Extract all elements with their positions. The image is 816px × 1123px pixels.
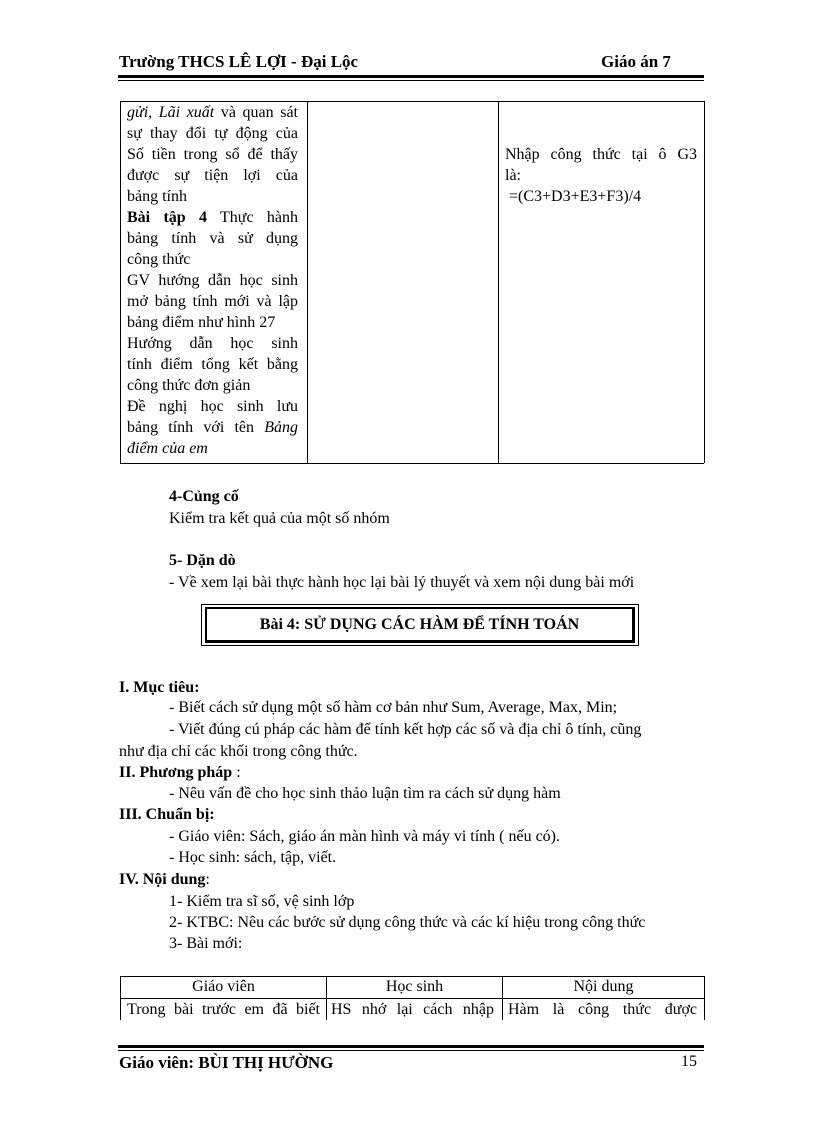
footer-rule-thick	[118, 1045, 704, 1048]
table1-line: công thức	[127, 251, 191, 268]
table1-line: Hướng dẫn học sinh	[127, 335, 298, 352]
section4-title: 4-Củng cố	[169, 488, 239, 505]
chuan-bi-1: - Giáo viên: Sách, giáo án màn hình và máy vi tính ( nếu có).	[169, 828, 561, 845]
phuong-phap-1: - Nêu vấn đề cho học sinh thảo luận tìm ra cách sử dụng hàm	[169, 785, 561, 802]
noi-dung-3: 3- Bài mới:	[169, 935, 243, 952]
table2-cell: HS nhớ lại cách nhập	[331, 1001, 494, 1018]
footer-rule-thin	[118, 1050, 704, 1051]
table1-line: tính điểm tổng kết bằng	[127, 356, 298, 373]
section5-title: 5- Dặn dò	[169, 552, 236, 569]
header-rule-thin	[118, 80, 704, 81]
table1-line: Đề nghị học sinh lưu	[127, 398, 298, 415]
school-name: Trường THCS LÊ LỢI - Đại Lộc	[119, 52, 359, 71]
table1-col1-cell	[127, 102, 298, 459]
chuan-bi-2: - Học sinh: sách, tập, viết.	[169, 849, 337, 866]
table1-line: Nhập công thức tại ô G3	[505, 146, 697, 163]
muc-tieu-2b: như địa chỉ các khối trong công thức.	[119, 743, 358, 760]
table1-line: mở bảng tính mới và lập	[127, 293, 298, 310]
lesson-title: Bài 4: SỬ DỤNG CÁC HÀM ĐỂ TÍNH TOÁN	[205, 607, 635, 643]
heading-noi-dung: IV. Nội dung:	[119, 871, 210, 888]
table2-cell: Trong bài trước em đã biết	[127, 1001, 320, 1018]
section4-text: Kiểm tra kết quả của một số nhóm	[169, 510, 390, 527]
table1-line: gửi, Lãi xuất và quan sát	[127, 104, 298, 121]
page-number: 15	[681, 1053, 697, 1070]
table1-line: GV hướng dẫn học sinh	[127, 272, 298, 289]
heading-phuong-phap: II. Phương pháp :	[119, 764, 241, 781]
table1-line: bảng tính và sử dụng	[127, 230, 298, 247]
table1-line: bảng điểm như hình 27	[127, 314, 276, 331]
table1-line: là:	[505, 167, 521, 184]
muc-tieu-1: - Biết cách sử dụng một số hàm cơ bản như Sum, Average, Max, Min;	[169, 699, 618, 716]
table1-line: Số tiền trong sổ để thấy	[127, 146, 298, 163]
subject-label: Giáo án 7	[601, 52, 671, 71]
table2-header-hoc-sinh: Học sinh	[385, 978, 444, 995]
table1-line: được sự tiện lợi của	[127, 167, 298, 184]
table2-header-giao-vien: Giáo viên	[192, 978, 255, 995]
table1-line: sự thay đổi tự động của	[127, 125, 298, 142]
section5-text: - Về xem lại bài thực hành học lại bài lý thuyết và xem nội dung bài mới	[169, 574, 635, 591]
table2-cell: Hàm là công thức được	[508, 1001, 697, 1018]
heading-muc-tieu: I. Mục tiêu:	[119, 679, 200, 696]
table1-line: Bài tập 4 Thực hành	[127, 209, 299, 226]
table1-col3-cell	[505, 144, 697, 207]
table1-line: công thức đơn giản	[127, 377, 251, 394]
noi-dung-1: 1- Kiểm tra sĩ số, vệ sinh lớp	[169, 893, 355, 910]
header-rule-thick	[118, 75, 704, 78]
table1-line: bảng tính với tên Bảng	[127, 419, 298, 436]
heading-chuan-bi: III. Chuẩn bị:	[119, 806, 215, 823]
table1-line: điểm của em	[127, 440, 208, 457]
table1-line: bảng tính	[127, 188, 187, 205]
footer-teacher: Giáo viên: BÙI THỊ HƯỜNG	[119, 1053, 334, 1072]
table1-line: =(C3+D3+E3+F3)/4	[505, 188, 642, 205]
table2-header-noi-dung: Nội dung	[573, 978, 634, 995]
noi-dung-2: 2- KTBC: Nêu các bước sử dụng công thức và các kí hiệu trong công thức	[169, 914, 646, 931]
muc-tieu-2a: - Viết đúng cú pháp các hàm để tính kết hợp các số và địa chỉ ô tính, cũng	[169, 721, 642, 738]
